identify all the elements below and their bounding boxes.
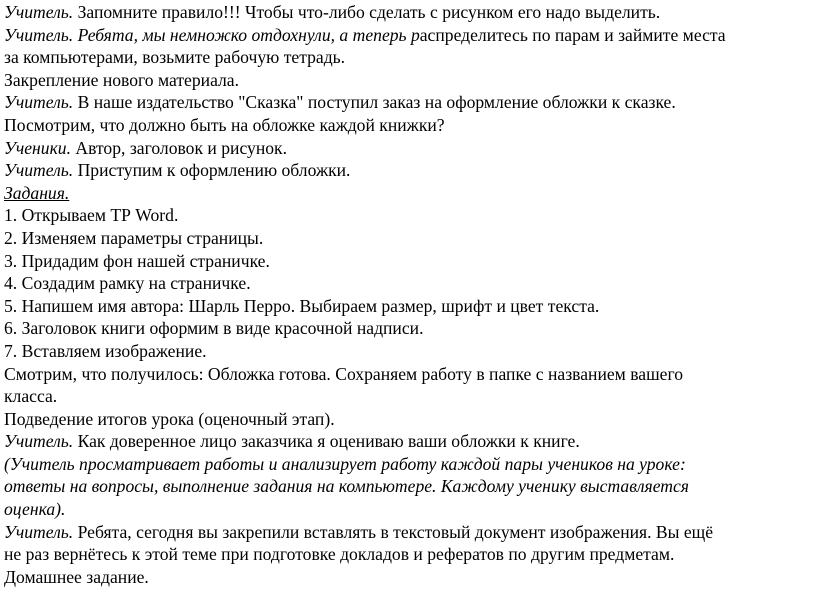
text-span: оценка). bbox=[4, 499, 66, 520]
text-line bbox=[4, 566, 810, 589]
text-span: Учитель. bbox=[4, 431, 74, 452]
text-line bbox=[4, 385, 810, 408]
text-span: Автор, заголовок и рисунок. bbox=[71, 137, 287, 158]
text-line bbox=[4, 137, 810, 160]
text-span: 6. Заголовок книги оформим в виде красочной надписи. bbox=[4, 318, 424, 339]
text-span: 3. Придадим фон нашей страничке. bbox=[4, 250, 270, 271]
text-line bbox=[4, 114, 810, 137]
text-span: Учитель. Ребята, мы немножко отдохнули, а теперь р bbox=[4, 24, 420, 45]
text-span: Как доверенное лицо заказчика я оцениваю ваши обложки к книге. bbox=[73, 431, 580, 452]
text-line bbox=[4, 91, 810, 114]
text-line bbox=[4, 475, 810, 498]
text-line bbox=[4, 543, 810, 566]
text-span: Ребята, сегодня вы закрепили вставлять в текстовый документ изображения. Вы ещё bbox=[73, 521, 714, 542]
text-span: Учитель. bbox=[4, 92, 74, 113]
text-line bbox=[4, 453, 810, 476]
text-line bbox=[4, 46, 810, 69]
text-line bbox=[4, 227, 810, 250]
text-span: 2. Изменяем параметры страницы. bbox=[4, 227, 264, 248]
text-span: за компьютерами, возьмите рабочую тетрадь. bbox=[4, 47, 346, 68]
text-line bbox=[4, 204, 810, 227]
text-span: В наше издательство "Сказка" поступил заказ на оформление обложки к сказке. bbox=[73, 92, 676, 113]
text-span: Задания. bbox=[4, 182, 70, 203]
text-span: 4. Создадим рамку на страничке. bbox=[4, 273, 251, 294]
text-line bbox=[4, 272, 810, 295]
text-span: 7. Вставляем изображение. bbox=[4, 340, 207, 361]
text-line bbox=[4, 408, 810, 431]
text-line bbox=[4, 1, 810, 24]
text-line bbox=[4, 159, 810, 182]
text-span: Посмотрим, что должно быть на обложке каждой книжки? bbox=[4, 114, 445, 135]
text-span: Приступим к оформлению обложки. bbox=[73, 160, 351, 181]
text-line bbox=[4, 340, 810, 363]
text-line bbox=[4, 521, 810, 544]
text-span: Домашнее задание. bbox=[4, 566, 149, 587]
text-span: Подведение итогов урока (оценочный этап). bbox=[4, 408, 335, 429]
text-span: 5. Напишем имя автора: Шарль Перро. Выбираем размер, шрифт и цвет текста. bbox=[4, 295, 600, 316]
text-line bbox=[4, 430, 810, 453]
text-line bbox=[4, 363, 810, 386]
text-span: класса. bbox=[4, 386, 58, 407]
text-span: (Учитель просматривает работы и анализирует работу каждой пары учеников на уроке: bbox=[4, 453, 686, 474]
text-line bbox=[4, 317, 810, 340]
text-span: Запомните правило!!! Чтобы что-либо сделать с рисунком его надо выделить. bbox=[73, 2, 661, 22]
text-span: Закрепление нового материала. bbox=[4, 69, 240, 90]
text-span: Учитель. bbox=[4, 2, 74, 22]
text-line bbox=[4, 182, 810, 205]
text-span: Смотрим, что получилось: Обложка готова. Сохраняем работу в папке с названием вашего bbox=[4, 363, 684, 384]
text-line bbox=[4, 69, 810, 92]
text-span: Ученики. bbox=[4, 137, 71, 158]
text-span: не раз вернётесь к этой теме при подготовке докладов и рефератов по другим предметам. bbox=[4, 544, 675, 565]
text-span: аспределитесь по парам и займите места bbox=[419, 24, 726, 45]
text-line bbox=[4, 250, 810, 273]
text-line bbox=[4, 498, 810, 521]
text-span: Учитель. bbox=[4, 521, 74, 542]
text-span: ответы на вопросы, выполнение задания на компьютере. Каждому ученику выставляется bbox=[4, 476, 689, 497]
text-line bbox=[4, 295, 810, 318]
text-span: 1. Открываем ТР Word. bbox=[4, 205, 179, 226]
text-line bbox=[4, 24, 810, 47]
text-span: Учитель. bbox=[4, 160, 74, 181]
